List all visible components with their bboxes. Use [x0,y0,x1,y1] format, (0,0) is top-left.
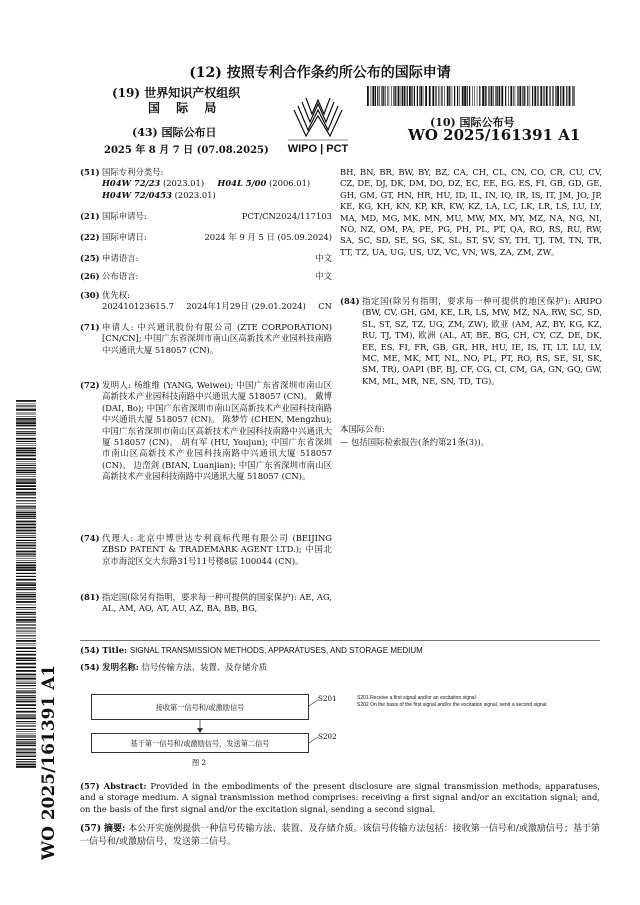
barcode-bar [414,86,415,106]
barcode-bar [419,86,420,106]
barcode-bar [527,86,528,106]
barcode-bar [16,756,36,757]
top-barcode [367,86,577,106]
barcode-bar [371,86,372,106]
barcode-bar [16,540,36,541]
barcode-bar [16,551,36,553]
barcode-bar [16,596,36,598]
barcode-bar [488,86,489,106]
figure-legend-1: S201 Receive a first signal and/or an excitation signal [357,695,476,701]
publication-language-field: (26) 公布语言: 中文 [80,271,332,281]
logo-text: WIPO | PCT [287,143,349,155]
barcode-bar [16,461,36,462]
barcode-bar [16,723,36,724]
barcode-bar [16,621,36,622]
inventors-field: (72) 发明人: 杨维维 (YANG, Weiwei); 中国广东省深圳市南山区高新技术产业园科技南路中兴通讯大厦 518057 (CN)。 戴博 (DAI, Bo); 中国广东省深圳市南山区高新技术产业园科技南路中兴通讯大厦 518057 (CN)。 陈梦竹 (CHEN, Mengzhu); 中国广东省深圳市南山区高新技术产业园科技南路中兴通讯大厦 518057 (CN)。 胡有军 (HU, Youjun); 中国广东省深圳市南山区高新技术产业园科技南路中兴通讯大厦 518057 (CN)。 边峦剑 (BIAN, Luanjian); 中国广东省深圳市南山区高新技术产业园科技南路中兴通讯大厦 518057 (CN)。 [80,380,332,482]
barcode-bar [16,617,36,618]
barcode-bar [432,86,434,106]
abstract-zh-text: 本公开实施例提供一种信号传输方法、装置、及存储介质。该信号传输方法包括：接收第一信号和/或激励信号；基于第一信号和/或激励信号，发送第二信号。 [80,824,600,847]
wipo-logo [268,92,368,156]
barcode-bar [16,404,36,405]
barcode-bar [417,86,418,106]
barcode-bar [16,614,36,615]
barcode-bar [16,556,36,557]
barcode-bar [16,764,36,766]
barcode-bar [16,645,36,646]
barcode-bar [549,86,550,106]
barcode-bar [16,425,36,427]
barcode-bar [16,405,36,406]
barcode-bar [459,86,460,106]
barcode-bar [381,86,382,106]
barcode-bar [452,86,453,106]
barcode-bar [441,86,442,106]
barcode-bar [16,638,36,639]
barcode-bar [16,470,36,472]
barcode-bar [16,463,36,464]
barcode-bar [16,674,36,676]
barcode-bar [16,651,36,652]
flow-step-box [91,694,309,720]
barcode-bar [16,657,36,659]
barcode-bar [16,418,36,420]
title-zh: 信号传输方法、装置、及存储介质 [141,662,268,672]
barcode-bar [16,416,36,417]
barcode-bar [16,537,36,538]
barcode-bar [16,592,36,593]
barcode-bar [16,447,36,449]
barcode-bar [404,86,406,106]
barcode-bar [16,697,36,698]
barcode-bar [16,573,36,574]
barcode-bar [16,601,36,603]
barcode-bar [409,86,411,106]
ipc-code: H04L 5/00 [217,178,267,189]
barcode-bar [16,518,36,519]
barcode-bar [425,86,427,106]
barcode-bar [440,86,441,106]
figure-caption: 图 2 [192,758,207,767]
barcode-bar [16,609,36,610]
ipc-field: (51) 国际专利分类号: H04W 72/23 (2023.01) H04L 5/00 (2006.01) H04W 72/0453 (2023.01) [80,167,332,201]
barcode-bar [16,535,36,536]
barcode-bar [552,86,553,106]
barcode-bar [411,86,412,106]
barcode-bar [16,579,36,581]
barcode-bar [16,545,36,547]
barcode-bar [467,86,468,106]
barcode-bar [16,612,36,613]
barcode-bar [16,527,36,529]
step-number: S201 [318,694,337,703]
barcode-bar [16,455,36,457]
barcode-bar [530,86,531,106]
barcode-bar [393,86,394,106]
barcode-bar [389,86,390,106]
barcode-bar [555,86,556,106]
barcode-bar [402,86,403,106]
barcode-bar [16,690,36,691]
barcode-bar [16,467,36,468]
barcode-bar [16,654,36,656]
document-title: (12) 按照专利合作条约所公布的国际申请 [189,65,451,81]
barcode-bar [495,86,496,106]
barcode-bar [16,666,36,668]
barcode-bar [16,516,36,517]
barcode-bar [491,86,493,106]
barcode-bar [513,86,514,106]
barcode-bar [16,494,36,495]
barcode-bar [16,761,36,762]
flow-step-box [91,733,309,753]
barcode-bar [540,86,542,106]
filing-date-field: (22) 国际申请日: 2024 年 9 月 5 日 (05.09.2024) [80,232,332,242]
designated-states-field: (81) 指定国(除另有指明，要求每一种可提供的国家保护): AE, AG, AL, AM, AO, AT, AU, AZ, BA, BB, BG, [80,592,332,614]
barcode-bar [532,86,533,106]
barcode-bar [16,488,36,490]
barcode-bar [391,86,392,106]
barcode-bar [16,624,36,625]
barcode-bar [16,450,36,451]
barcode-bar [16,619,36,621]
barcode-bar [16,731,36,732]
barcode-bar [16,647,36,649]
barcode-bar [482,86,484,106]
barcode-bar [16,414,36,415]
figure-legend-2: S202 On the basis of the first signal and/or the excitation signal, send a second signal [357,702,547,708]
published-label: 本国际公布: [340,424,385,434]
barcode-bar [16,677,36,678]
barcode-bar [16,474,36,475]
barcode-bar [573,86,574,106]
barcode-bar [16,716,36,717]
inventors-text: 发明人: 杨维维 (YANG, Weiwei); 中国广东省深圳市南山区高新技术产业园科技南路中兴通讯大厦 518057 (CN)。 戴博 (DAI, Bo); 中国广东省深圳市南山区高新技术产业园科技南路中兴通讯大厦 518057 (CN)。 陈梦竹 (CHEN, Mengzhu); 中国广东省深圳市南山区高新技术产业园科技南路中兴通讯大厦 518057 (CN)。 胡有军 (HU, Youjun); 中国广东省深圳市南山区高新技术产业园科技南路中兴通讯大厦 518057 (CN)。 边峦剑 (BIAN, Luanjian); 中国广东省深圳市南山区高新技术产业园科技南路中兴通讯大厦 518057 (CN)。 [102,380,332,482]
separator-line [80,640,600,641]
organization-name: (19) 世界知识产权组织 [112,86,241,100]
barcode-bar [16,745,36,746]
barcode-bar [372,86,374,106]
barcode-bar [524,86,525,106]
barcode-bar [522,86,523,106]
barcode-bar [464,86,466,106]
barcode-bar [508,86,509,106]
barcode-bar [407,86,408,106]
barcode-bar [16,441,36,442]
barcode-bar [16,627,36,628]
barcode-bar [569,86,571,106]
barcode-bar [16,506,36,507]
barcode-bar [16,729,36,730]
agent-field: (74) 代理人: 北京中博世达专利商标代理有限公司 (BEIJING ZBSD PATENT & TRADEMARK AGENT LTD.); 中国北京市海淀区交大东路31号11号楼8层 100044 (CN)。 [80,533,332,566]
barcode-bar [16,562,36,563]
barcode-bar [420,86,422,106]
barcode-bar [489,86,490,106]
barcode-bar [510,86,512,106]
barcode-bar [16,524,36,526]
barcode-bar [16,443,36,444]
barcode-bar [518,86,519,106]
applicant-field: (71) 申请人: 中兴通讯股份有限公司 (ZTE CORPORATION) [CN/CN]; 中国广东省深圳市南山区高新技术产业园科技南路中兴通讯大厦 518057 (CN)。 [80,322,332,355]
barcode-bar [16,755,36,756]
barcode-bar [16,735,36,736]
barcode-bar [16,726,36,727]
barcode-bar [16,704,36,706]
published-item: — 包括国际检索报告(条约第21条(3))。 [340,437,489,447]
barcode-bar [16,752,36,754]
barcode-bar [16,640,36,642]
barcode-bar [16,492,36,494]
barcode-bar [497,86,498,106]
barcode-bar [472,86,473,106]
barcode-bar [16,560,36,561]
barcode-bar [16,584,36,586]
title-en: SIGNAL TRANSMISSION METHODS, APPARATUSES, AND STORAGE MEDIUM [129,646,423,655]
barcode-bar [16,725,36,726]
barcode-bar [16,521,36,523]
barcode-bar [16,420,36,421]
barcode-bar [16,635,36,636]
barcode-bar [16,743,36,744]
barcode-bar [16,476,36,477]
barcode-bar [16,734,36,735]
barcode-bar [16,512,36,514]
barcode-bar [395,86,396,106]
barcode-bar [16,503,36,504]
regional-states-field: (84) 指定国(除另有指明，要求每一种可提供的地区保护): ARIPO (BW, CV, GH, GM, KE, LR, LS, MW, MZ, NA, RW, SC, SD, SL, ST, SZ, TZ, UG, ZM, ZW), 欧亚 (AM, AZ, BY, KG, KZ, RU, TJ, TM), 欧洲 (AL, AT, BE, BG, CH, CY, CZ, DE, DK, EE, ES, FI, FR, GB, GR, HR, HU, IE, IS, IT, LT, LU, LV, MC, ME, MK, MT, NL, NO, PL, PT, RO, RS, SE, SI, SK, SM, TR), OAPI (BF, BJ, CF, CG, CI, CM, GA, GN, GQ, GW, KM, ML, MR, NE, SN, TD, TG)。 [340,296,602,386]
barcode-bar [16,554,36,555]
abstract-en-field: (57) Abstract: Provided in the embodiments of the present disclosure are signal transmission methods, apparatuses, and a storage medium. A signal transmission method comprises: receiving a first signal and/or an excitation signal; and, on the basis of the first signal and/or the excitation signal, sending a second signal. [80,781,600,814]
barcode-bar [16,472,36,473]
title-en-field: (54) Title: SIGNAL TRANSMISSION METHODS, APPARATUSES, AND STORAGE MEDIUM [80,645,423,655]
priority-country: CN [318,301,332,312]
barcode-bar [16,759,36,760]
barcode-bar [16,660,36,661]
barcode-bar [16,482,36,484]
barcode-bar [16,692,36,693]
abstract-en-text: Provided in the embodiments of the present disclosure are signal transmission methods, apparatuses, and a storage medium. A signal transmission method comprises: receiving a first signal and/or an excitation signal; and, on the basis of the first signal and/or the excitation signal, sending a second signal. [80,781,600,814]
publication-number-label: (10) 国际公布号 [430,116,515,129]
barcode-bar [16,599,36,600]
barcode-bar [16,408,36,409]
barcode-bar [16,576,36,577]
barcode-bar [457,86,458,106]
barcode-bar [566,86,567,106]
barcode-bar [385,86,386,106]
barcode-bar [16,748,36,749]
application-number-field: (21) 国际申请号: PCT/CN2024/117103 [80,211,332,221]
barcode-bar [16,553,36,554]
barcode-bar [375,86,376,106]
barcode-bar [537,86,538,106]
barcode-bar [501,86,503,106]
barcode-bar [563,86,565,106]
ipc-code: H04W 72/0453 [102,189,172,200]
barcode-bar [16,479,36,480]
barcode-bar [16,678,36,680]
ipc-label: 国际专利分类号: [102,167,164,177]
barcode-bar [474,86,475,106]
barcode-bar [16,633,36,634]
barcode-bar [401,86,402,106]
barcode-bar [16,409,36,411]
barcode-bar [16,631,36,632]
flow-step-label: 基于第一信号和/或激励信号，发送第二信号 [130,739,270,748]
barcode-bar [557,86,559,106]
priority-date: 2024年1月29日 (29.01.2024) [186,301,306,312]
barcode-bar [499,86,500,106]
barcode-bar [16,695,36,696]
designated-states-text: 指定国(除另有指明，要求每一种可提供的国家保护): AE, AG, AL, AM, AO, AT, AU, AZ, BA, BB, BG, [102,592,332,614]
priority-field: (30) 优先权: 202410123615.7 2024年1月29日 (29.01.2024) CN [80,290,332,312]
publication-date-label: (43) 国际公布日 [132,126,217,139]
priority-number: 202410123615.7 [102,301,174,312]
barcode-bar [16,465,36,466]
side-barcode [16,400,36,770]
ipc-code: H04W 72/23 [102,178,161,189]
regional-states-text: 指定国(除另有指明，要求每一种可提供的地区保护): ARIPO (BW, CV, GH, GM, KE, LR, LS, MW, MZ, NA, RW, SC, SD, SL, ST, SZ, TZ, UG, ZM, ZW), 欧亚 (AM, AZ, BY, KG, KZ, RU, TJ, TM), 欧洲 (AL, AT, BE, BG, CH, CY, CZ, DE, DK, EE, ES, FI, FR, GB, GR, HR, HU, IE, IS, IT, LT, LU, LV, MC, ME, MK, MT, NL, NO, PL, PT, RO, RS, SE, SI, SK, SM, TR), OAPI (BF, BJ, CF, CG, CI, CM, GA, GN, GQ, GW, KM, ML, MR, NE, SN, TD, TG)。 [362,296,602,386]
barcode-bar [423,86,424,106]
barcode-bar [16,589,36,590]
barcode-bar [16,708,36,709]
barcode-bar [16,500,36,501]
barcode-bar [493,86,494,106]
barcode-bar [16,587,36,588]
barcode-bar [534,86,536,106]
applicant-text: 申请人: 中兴通讯股份有限公司 (ZTE CORPORATION) [CN/CN]; 中国广东省深圳市南山区高新技术产业园科技南路中兴通讯大厦 518057 (CN)。 [102,322,332,355]
barcode-bar [16,438,36,440]
barcode-bar [16,433,36,434]
leader-line [309,737,318,743]
barcode-bar [16,445,36,446]
barcode-bar [454,86,455,106]
barcode-bar [16,480,36,481]
barcode-bar [16,569,36,571]
barcode-bar [486,86,487,106]
barcode-bar [16,533,36,534]
barcode-bar [383,86,384,106]
barcode-bar [16,699,36,700]
filing-date: 2024 年 9 月 5 日 (05.09.2024) [204,232,332,242]
publication-date: 2025 年 8 月 7 日 (07.08.2025) [104,145,269,156]
barcode-bar [377,86,378,106]
barcode-bar [429,86,431,106]
designated-states-continued: BH, BN, BR, BW, BY, BZ, CA, CH, CL, CN, CO, CR, CU, CV, CZ, DE, DJ, DK, DM, DO, DZ, EC, EE, EG, ES, FI, GB, GD, GE, GH, GM, GT, HN, HR, HU, ID, IL, IN, IQ, IR, IS, IT, JM, JO, JP, KE, KG, KH, KN, KP, KR, KW, KZ, LA, LC, LK, LR, LS, LU, LY, MA, MD, MG, MK, MN, MU, MW, MX, MY, MZ, NA, NG, NI, NO, NZ, OM, PA, PE, PG, PH, PL, PT, QA, RO, RS, RU, RW, SA, SC, SD, SE, SG, SK, SL, ST, SV, SY, TH, TJ, TM, TN, TR, TT, TZ, UA, UG, US, UZ, VC, VN, WS, ZA, ZM, ZW。 [340,167,602,257]
barcode-bar [398,86,400,106]
barcode-bar [515,86,516,106]
leader-line [309,700,318,706]
barcode-bar [469,86,470,106]
publication-number: WO 2025/161391 A1 [408,126,581,144]
barcode-bar [16,422,36,424]
barcode-bar [16,413,36,414]
application-number: PCT/CN2024/117103 [241,211,332,221]
barcode-bar [16,630,36,631]
barcode-bar [477,86,478,106]
barcode-bar [16,670,36,672]
step-number: S202 [318,732,337,741]
barcode-bar [16,400,36,402]
barcode-bar [462,86,464,106]
flow-step-label: 接收第一信号和/或激励信号 [155,703,245,712]
barcode-bar [16,749,36,750]
barcode-bar [16,428,36,429]
barcode-bar [379,86,380,106]
barcode-bar [16,431,36,432]
barcode-bar [16,514,36,515]
barcode-bar [16,737,36,738]
barcode-bar [485,86,486,106]
agent-text: 代理人: 北京中博世达专利商标代理有限公司 (BEIJING ZBSD PATENT & TRADEMARK AGENT LTD.); 中国北京市海淀区交大东路31号11号楼8层 100044 (CN)。 [102,533,332,566]
barcode-bar [517,86,518,106]
barcode-bar [16,714,36,715]
barcode-bar [16,567,36,569]
barcode-bar [16,701,36,703]
barcode-bar [449,86,450,106]
barcode-bar [16,507,36,508]
barcode-bar [519,86,521,106]
barcode-bar [560,86,561,106]
side-publication-number: WO 2025/161391 A1 [39,664,59,860]
barcode-bar [447,86,449,106]
barcode-bar [16,582,36,583]
barcode-bar [16,721,36,722]
barcode-bar [16,542,36,543]
barcode-bar [479,86,480,106]
barcode-bar [16,605,36,606]
barcode-bar [16,564,36,566]
barcode-bar [367,86,369,106]
barcode-bar [16,685,36,686]
barcode-bar [505,86,506,106]
barcode-bar [16,681,36,682]
bureau-name: 国 际 局 [148,101,223,115]
barcode-bar [16,688,36,689]
barcode-bar [16,643,36,644]
barcode-bar [16,548,36,549]
barcode-bar [16,452,36,454]
abstract-zh-field: (57) 摘要: 本公开实施例提供一种信号传输方法、装置、及存储介质。该信号传输方法包括：接收第一信号和/或激励信号；基于第一信号和/或激励信号，发送第二信号。 [80,824,600,847]
barcode-bar [387,86,388,106]
barcode-bar [444,86,445,106]
barcode-bar [438,86,439,106]
barcode-bar [572,86,573,106]
barcode-bar [546,86,548,106]
title-zh-field: (54) 发明名称: 信号传输方法、装置、及存储介质 [80,662,268,672]
barcode-bar [16,435,36,436]
barcode-bar [16,711,36,713]
barcode-bar [16,485,36,487]
barcode-bar [16,458,36,460]
barcode-bar [16,663,36,665]
barcode-bar [16,741,36,742]
barcode-bar [16,739,36,740]
barcode-bar [16,683,36,684]
barcode-bar [16,530,36,532]
barcode-bar [16,766,36,768]
barcode-bar [16,717,36,719]
filing-language-field: (25) 申请语言: 中文 [80,253,332,263]
barcode-bar [543,86,544,106]
barcode-bar [16,594,36,595]
barcode-bar [16,510,36,511]
barcode-bar [435,86,436,106]
barcode-bar [16,607,36,608]
barcode-bar [16,497,36,498]
barcode-bar [16,558,36,559]
